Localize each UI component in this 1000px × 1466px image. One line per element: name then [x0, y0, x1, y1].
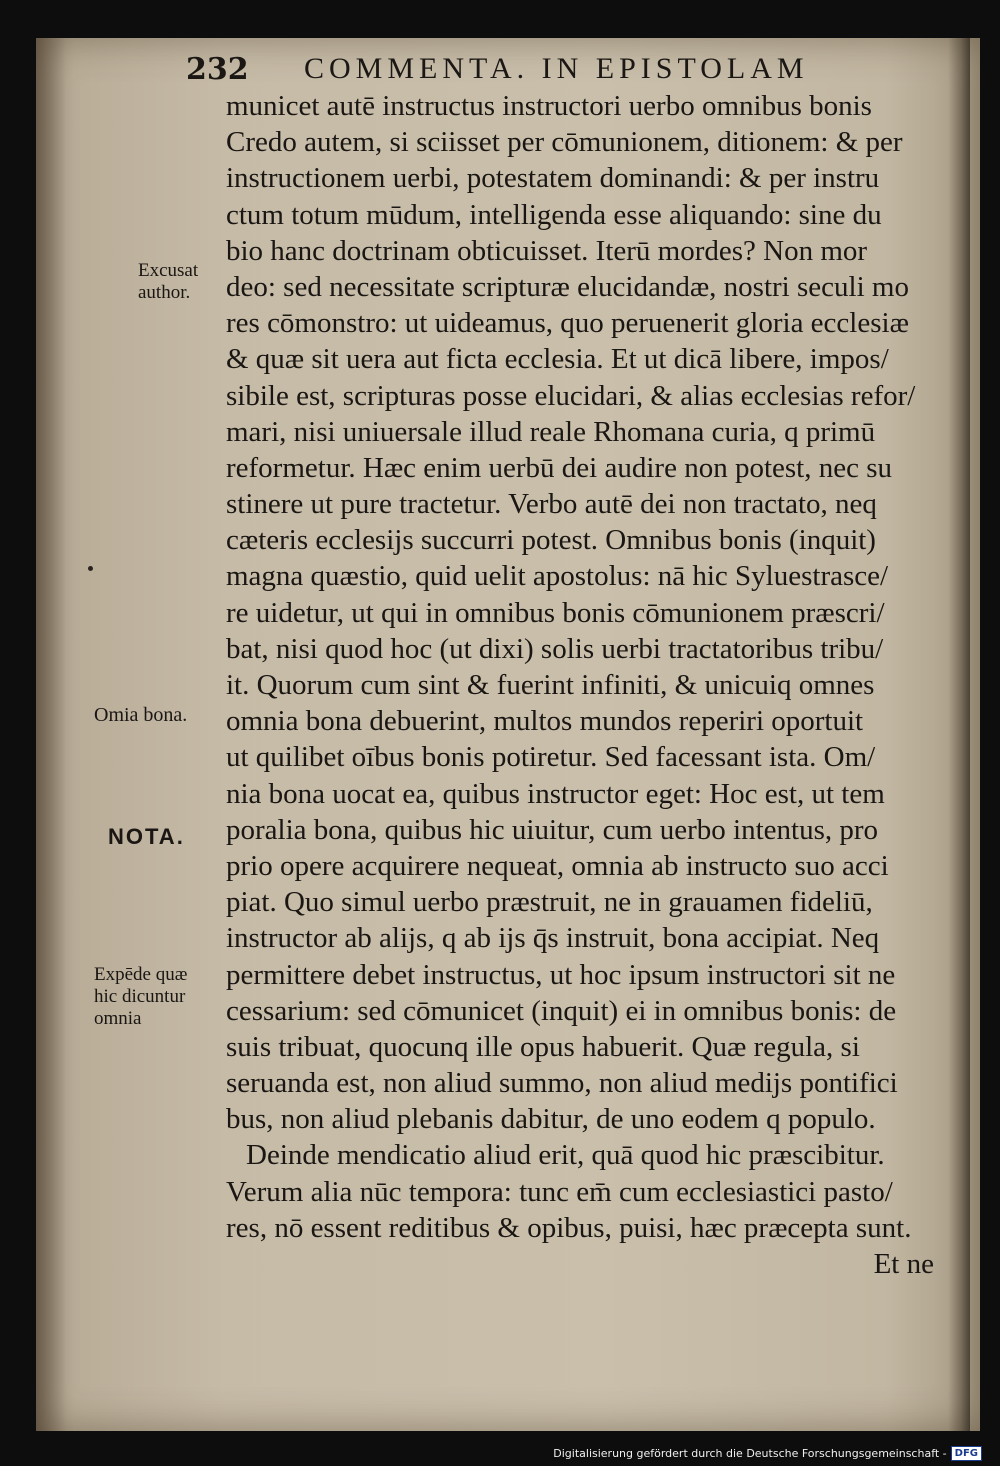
text-line: bus, non aliud plebanis dabitur, de uno eodem q populo.	[226, 1103, 876, 1136]
text-line: seruanda est, non aliud summo, non aliud medijs pontifici	[226, 1067, 898, 1100]
text-line: magna quæstio, quid uelit apostolus: nā hic Syluestrasce/	[226, 560, 889, 593]
text-line: nia bona uocat ea, quibus instructor eget: Hoc est, ut tem	[226, 777, 885, 810]
text-line: & quæ sit uera aut ficta ecclesia. Et ut dicā libere, impos/	[226, 343, 889, 376]
text-line: cessarium: sed cōmunicet (inquit) ei in omnibus bonis: de	[226, 994, 897, 1027]
text-line: re uidetur, ut qui in omnibus bonis cōmunionem præscri/	[226, 596, 885, 629]
spine-shadow	[948, 38, 970, 1431]
marginal-note-expede	[94, 964, 187, 1030]
text-line: instructionem uerbi, potestatem dominandi: & per instru	[226, 162, 880, 195]
marginal-line: Expēde quæ	[94, 964, 188, 985]
text-line: ut quilibet oībus bonis potiretur. Sed facessant ista. Om/	[226, 741, 876, 774]
marginal-line: author.	[138, 282, 191, 303]
text-line: stinere ut pure tractetur. Verbo autē dei non tractato, neq	[226, 488, 877, 521]
text-line: cæteris ecclesijs succurri potest. Omnibus bonis (inquit)	[226, 524, 876, 557]
text-line: it. Quorum cum sint & fuerint infiniti, & unicuiq omnes	[226, 669, 875, 701]
text-line: permittere debet instructus, ut hoc ipsum instructori sit ne	[226, 958, 896, 991]
text-line: prio opere acquirere nequeat, omnia ab instructo suo acci	[226, 849, 889, 882]
text-line: ctum totum mūdum, intelligenda esse aliquando: sine du	[226, 198, 882, 231]
text-line: bat, nisi quod hoc (ut dixi) solis uerbi tractatoribus tribu/	[226, 632, 884, 665]
text-line: mari, nisi uniuersale illud reale Rhomana curia, q primū	[226, 415, 876, 448]
text-line: omnia bona debuerint, multos mundos reperiri oportuit	[226, 705, 864, 738]
text-line: res, nō essent reditibus & opibus, puisi, hæc præcepta sunt.	[226, 1211, 912, 1244]
marginal-note-nota: NOTA.	[108, 824, 185, 849]
text-line: Credo autem, si sciisset per cōmunionem, ditionem: & per	[226, 126, 903, 159]
text-line: deo: sed necessitate scripturæ elucidandæ, nostri seculi mo	[226, 270, 909, 303]
page-number: 232	[186, 52, 249, 87]
text-line: Verum alia nūc tempora: tunc em̄ cum ecclesiastici pasto/	[226, 1175, 893, 1208]
ink-speck	[88, 566, 93, 571]
digitization-footer	[553, 1442, 982, 1464]
running-head: COMMENTA. IN EPISTOLAM	[304, 52, 809, 85]
body-text	[226, 88, 934, 1282]
page-fold-shadow	[36, 38, 66, 1431]
page-header	[186, 44, 926, 94]
dfg-logo: DFG	[951, 1446, 982, 1461]
funding-credit: Digitalisierung gefördert durch die Deutsche Forschungsgemeinschaft -	[553, 1446, 947, 1460]
text-line: reformetur. Hæc enim uerbū dei audire non potest, nec su	[226, 451, 892, 484]
text-line: instructor ab alijs, q ab ijs q̄s instruit, bona accipiat. Neq	[226, 922, 880, 955]
marginal-note-excusat	[138, 260, 198, 304]
marginal-line: Excusat	[138, 260, 199, 281]
text-line: poralia bona, quibus hic uiuitur, cum uerbo intentus, pro	[226, 813, 879, 846]
text-line: Deinde mendicatio aliud erit, quā quod hic præscibitur.	[246, 1139, 885, 1172]
catchword: Et ne	[873, 1248, 934, 1280]
text-line: sibile est, scripturas posse elucidari, & alias ecclesias refor/	[226, 379, 916, 412]
text-line: municet autē instructus instructori uerbo omnibus bonis	[226, 90, 872, 122]
text-line: piat. Quo simul uerbo præstruit, ne in grauamen fideliū,	[226, 886, 873, 919]
marginal-line: hic dicuntur	[94, 986, 186, 1007]
marginal-note-omnia-bona: Omia bona.	[94, 704, 188, 726]
text-line: res cōmonstro: ut uideamus, quo peruenerit gloria ecclesiæ	[226, 307, 909, 340]
marginal-line: omnia	[94, 1008, 142, 1029]
text-line: bio hanc doctrinam obticuisset. Iterū mordes? Non mor	[226, 234, 868, 267]
text-line: suis tribuat, quocunq ille opus habuerit. Quæ regula, si	[226, 1030, 860, 1063]
